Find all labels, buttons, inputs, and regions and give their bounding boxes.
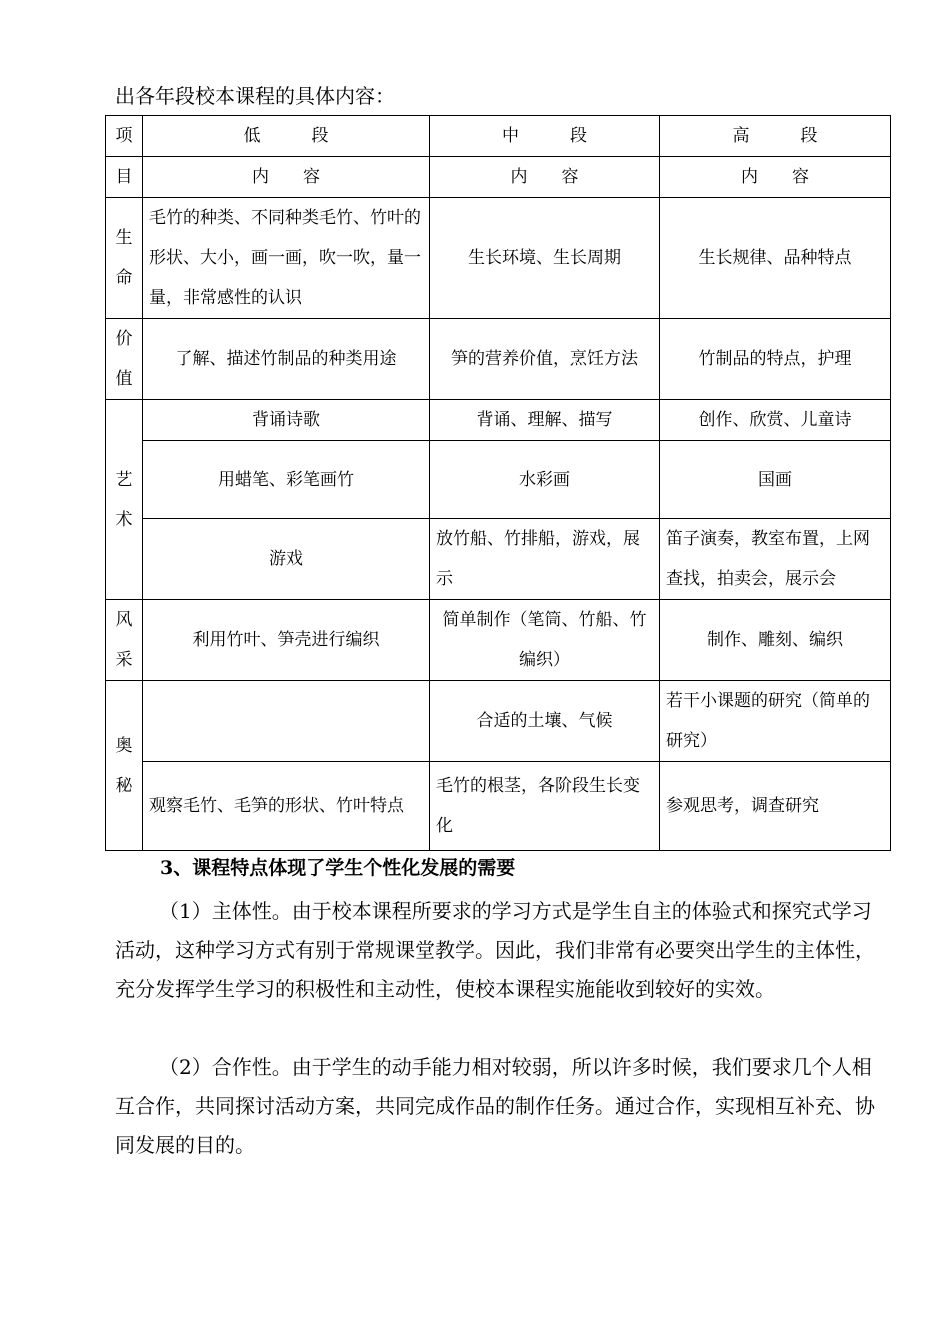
cell-life-high: 生长规律、品种特点 (660, 198, 891, 319)
cell-art-1-high: 创作、欣赏、儿童诗 (660, 400, 891, 441)
item-header-1: 项 (106, 116, 143, 157)
row-label-value (106, 319, 143, 400)
cell-art-2-high: 国画 (660, 441, 891, 519)
cell-value-mid: 笋的营养价值，烹饪方法 (430, 319, 660, 400)
row-label-char: 值 (115, 369, 133, 389)
cell-style-low: 利用竹叶、笋壳进行编织 (143, 600, 430, 681)
cell-art-3-high: 笛子演奏，教室布置，上网查找，拍卖会，展示会 (660, 519, 891, 600)
cell-art-2-mid: 水彩画 (430, 441, 660, 519)
row-label-char: 价 (115, 329, 133, 349)
cell-mystery-1-low (143, 681, 430, 762)
row-label-style (106, 600, 143, 681)
row-label-char: 术 (115, 509, 133, 530)
row-label-char: 生 (115, 228, 133, 248)
row-label-char: 采 (115, 650, 133, 670)
paragraph-subjectivity: （1）主体性。由于校本课程所要求的学习方式是学生自主的体验式和探究式学习活动，这种学习方式有别于常规课堂教学。因此，我们非常有必要突出学生的主体性，充分发挥学生学习的积极性和主动性，使校本课程实施能收到较好的实效。 (115, 899, 875, 1001)
stage-high: 高 段 (660, 116, 891, 157)
cell-art-3-low: 游戏 (143, 519, 430, 600)
cell-mystery-1-mid: 合适的土壤、气候 (430, 681, 660, 762)
section-heading: 3、课程特点体现了学生个性化发展的需要 (160, 857, 516, 879)
row-label-char: 风 (115, 610, 133, 630)
intro-text: 出各年段校本课程的具体内容： (115, 84, 395, 108)
cell-art-1-low: 背诵诗歌 (143, 400, 430, 441)
stage-low: 低 段 (143, 116, 430, 157)
content-label-mid: 内 容 (430, 157, 660, 198)
cell-mystery-1-high: 若干小课题的研究（简单的研究） (660, 681, 891, 762)
row-label-char: 艺 (115, 469, 133, 490)
cell-mystery-2-high: 参观思考，调查研究 (660, 762, 891, 851)
content-label-low: 内 容 (143, 157, 430, 198)
cell-mystery-2-low: 观察毛竹、毛笋的形状、竹叶特点 (143, 762, 430, 851)
cell-art-2-low: 用蜡笔、彩笔画竹 (143, 441, 430, 519)
cell-life-mid: 生长环境、生长周期 (430, 198, 660, 319)
curriculum-table (105, 115, 891, 851)
row-label-mystery (106, 681, 143, 851)
cell-mystery-2-mid: 毛竹的根茎，各阶段生长变化 (430, 762, 660, 851)
cell-art-1-mid: 背诵、理解、描写 (430, 400, 660, 441)
cell-style-high: 制作、雕刻、编织 (660, 600, 891, 681)
item-header-2: 目 (106, 157, 143, 198)
cell-art-3-mid: 放竹船、竹排船，游戏，展示 (430, 519, 660, 600)
cell-life-low: 毛竹的种类、不同种类毛竹、竹叶的形状、大小，画一画，吹一吹，量一量，非常感性的认识 (143, 198, 430, 319)
row-label-art (106, 400, 143, 600)
row-label-life (106, 198, 143, 319)
row-label-char: 奥 (115, 735, 133, 756)
cell-value-high: 竹制品的特点，护理 (660, 319, 891, 400)
cell-value-low: 了解、描述竹制品的种类用途 (143, 319, 430, 400)
content-label-high: 内 容 (660, 157, 891, 198)
row-label-char: 命 (115, 268, 133, 288)
paragraph-cooperation: （2）合作性。由于学生的动手能力相对较弱，所以许多时候，我们要求几个人相互合作，共同探讨活动方案，共同完成作品的制作任务。通过合作，实现相互补充、协同发展的目的。 (115, 1055, 875, 1157)
row-label-char: 秘 (115, 775, 133, 796)
stage-mid: 中 段 (430, 116, 660, 157)
cell-style-mid: 简单制作（笔筒、竹船、竹编织） (430, 600, 660, 681)
